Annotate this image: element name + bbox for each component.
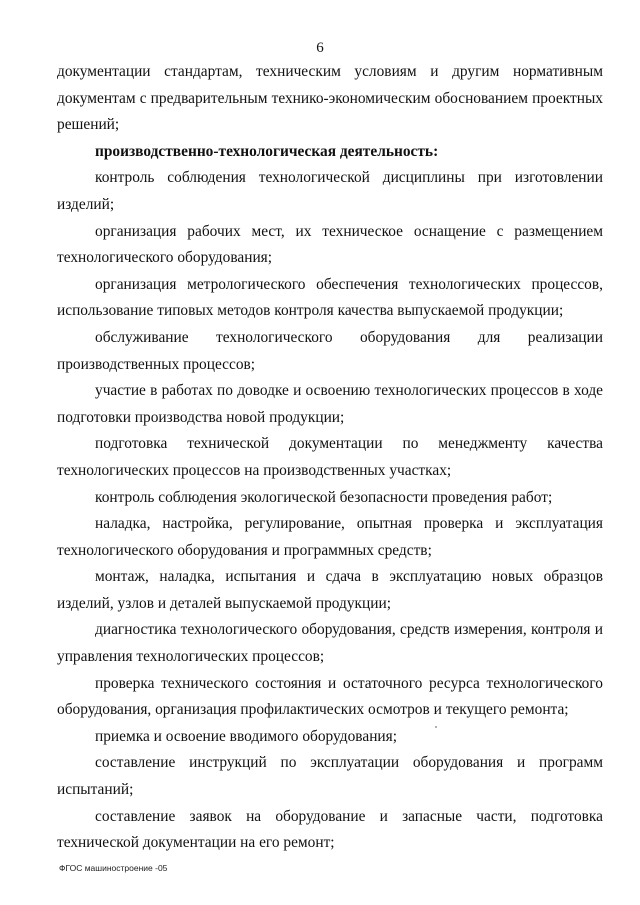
paragraph: контроль соблюдения технологической дисциплины при изготовлении изделий; — [57, 169, 603, 213]
paragraph: подготовка технической документации по менеджменту качества технологических процессов на производственных участках; — [57, 435, 603, 479]
paragraph: наладка, настройка, регулирование, опытная проверка и эксплуатация технологического оборудования и программных средств; — [57, 515, 603, 559]
paragraph: участие в работах по доводке и освоению технологических процессов в ходе подготовки производства новой продукции; — [57, 382, 603, 426]
paragraph: составление инструкций по эксплуатации оборудования и программ испытаний; — [57, 754, 603, 799]
footer-note: ФГОС машиностроение -05 — [59, 863, 168, 873]
scan-speck — [435, 726, 437, 728]
paragraph: диагностика технологического оборудования, средств измерения, контроля и управления технологических процессов; — [57, 621, 603, 666]
paragraph: монтаж, наладка, испытания и сдача в эксплуатацию новых образцов изделий, узлов и деталей выпускаемой продукции; — [57, 568, 603, 612]
paragraph: обслуживание технологического оборудования для реализации производственных процессов; — [57, 328, 603, 373]
paragraph: контроль соблюдения экологической безопасности проведения работ; — [95, 488, 553, 506]
paragraph: составление заявок на оборудование и запасные части, подготовка технической документации на его ремонт; — [57, 807, 603, 852]
paragraph: организация метрологического обеспечения технологических процессов, использование типовых методов контроля качества выпускаемой продукции; — [57, 275, 603, 320]
paragraph: документации стандартам, техническим условиям и другим нормативным документам с предварительным технико-экономическим обоснованием проектных решений; — [57, 63, 603, 134]
paragraph: приемка и освоение вводимого оборудования; — [95, 727, 398, 745]
page-number: 6 — [316, 40, 324, 56]
body-text — [57, 59, 603, 857]
section-heading: производственно-технологическая деятельность: — [95, 142, 439, 160]
paragraph: организация рабочих мест, их техническое оснащение с размещением технологического оборудования; — [57, 222, 603, 267]
paragraph: проверка технического состояния и остаточного ресурса технологического оборудования, организация профилактических осмотров и текущего ремонта; — [57, 674, 603, 719]
